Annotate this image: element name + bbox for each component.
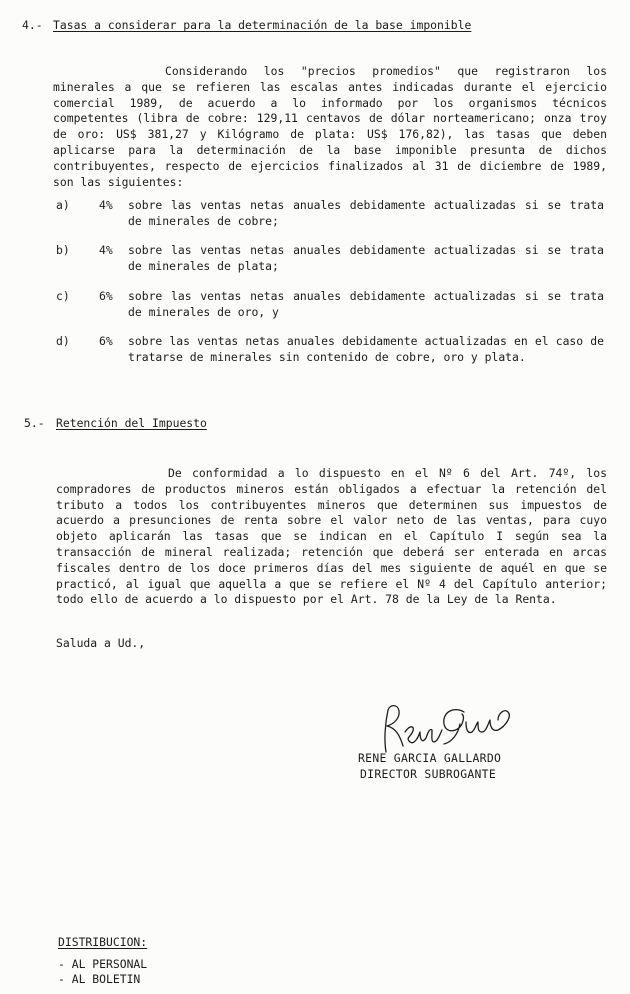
section-4-paragraph: Considerando los "precios promedios" que registraron los minerales a que se refieren las escalas antes indicadas durante el ejercicio comercial 1989, de acuerdo a lo informado por los organismos técnicos competentes (libra de cobre: 129,11 centavos de dólar norteamericano; onza troy de oro: US$ 381,27 y Kilógramo de plata: US$ 176,82), las tasas que deben aplicarse para la determinación de la base imponible presunta de dichos contribuyentes, respecto de ejercicios finalizados al 31 de diciembre de 1989, son las siguientes: [53,64,607,189]
item-text: sobre las ventas netas anuales debidamente actualizadas si se trata de minerales de oro, y [128,289,604,319]
item-text: sobre las ventas netas anuales debidamente actualizadas en el caso de tratarse de minerales sin contenido de cobre, oro y plata. [128,334,604,364]
item-letter: d) [56,334,70,348]
signatory-title: DIRECTOR SUBROGANTE [360,766,496,781]
signatory-block [358,751,501,782]
distribution-heading: DISTRIBUCION: [58,935,148,949]
section-4-heading: Tasas a considerar para la determinación de la base imponible [53,18,472,32]
distribution-item: - AL BOLETIN [58,972,141,986]
closing-salutation: Saluda a Ud., [56,636,146,650]
item-rate: 4% [99,243,113,257]
section-5-heading: Retención del Impuesto [56,416,207,430]
handwritten-signature [372,698,522,756]
item-text: sobre las ventas netas anuales debidamente actualizadas si se trata de minerales de cobre; [128,198,604,228]
distribution-item: - AL PERSONAL [58,957,148,971]
distribution-list [58,957,147,987]
item-rate: 6% [99,334,113,348]
item-rate: 6% [99,289,113,303]
item-letter: c) [56,289,70,303]
item-text: sobre las ventas netas anuales debidamente actualizadas si se trata de minerales de plata; [128,243,604,273]
section-4-number: 4.- [22,18,43,32]
signatory-name: RENE GARCIA GALLARDO [358,751,502,765]
item-rate: 4% [99,198,113,212]
item-letter: a) [56,198,70,212]
section-5-number: 5.- [24,416,45,430]
section-5-paragraph: De conformidad a lo dispuesto en el Nº 6 del Art. 74º, los compradores de productos mineros están obligados a efectuar la retención del tributo a todos los contribuyentes mineros que determinen sus impuestos de acuerdo a presunciones de renta sobre el valor neto de las ventas, para cuyo objeto aplicarán las tasas que se indican en el Capítulo I según sea la transacción de mineral realizada; retención que deberá ser enterada en arcas fiscales dentro de los doce primeros días del mes siguiente de aquél en que se practicó, al igual que aquella a que se refiere el Nº 4 del Capítulo anterior; todo ello de acuerdo a lo dispuesto por el Art. 78 de la Ley de la Renta. [56,466,607,607]
item-letter: b) [56,243,70,257]
